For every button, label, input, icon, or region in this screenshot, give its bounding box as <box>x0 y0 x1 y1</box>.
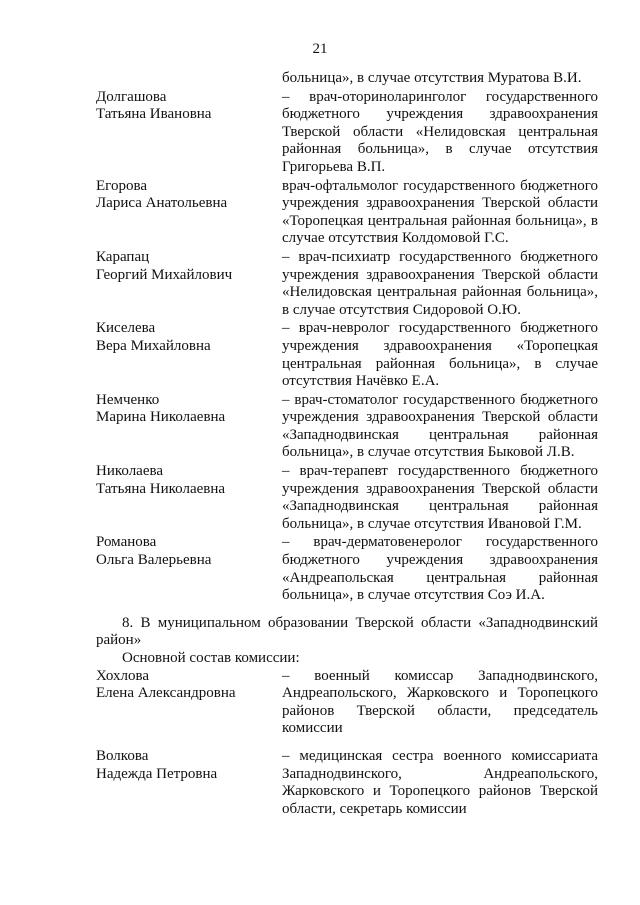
member-row <box>96 249 598 319</box>
member-name <box>96 668 282 738</box>
member-surname: Карапац <box>96 248 150 265</box>
member-given-name: Марина Николаевна <box>96 409 226 426</box>
member-role: – врач-невролог государственного бюджетного учреждения здравоохранения «Торопецкая центральная районная больница», в случае отсутствия Начёвко Е.А. <box>282 320 598 390</box>
section-subheading: Основной состав комиссии: <box>122 650 300 666</box>
member-name <box>96 89 282 177</box>
member-row <box>96 463 598 533</box>
section-heading: 8. В муниципальном образовании Тверской области «Западнодвинский район» <box>96 614 598 649</box>
continuation-row <box>96 70 598 88</box>
member-name <box>96 178 282 248</box>
member-given-name: Георгий Михайлович <box>96 266 233 283</box>
member-given-name: Надежда Петровна <box>96 765 218 782</box>
member-row <box>96 320 598 390</box>
member-role: – медицинская сестра военного комиссариата Западнодвинского, Андреапольского, Жарковского и Торопецкого районов Тверской области, секретарь комиссии <box>282 747 598 817</box>
member-surname: Романова <box>96 534 157 551</box>
member-name <box>96 748 282 818</box>
member-surname: Хохлова <box>96 667 150 684</box>
member-name <box>96 392 282 462</box>
member-surname: Волкова <box>96 747 149 764</box>
member-surname: Егорова <box>96 177 147 194</box>
member-row <box>96 178 598 248</box>
member-role: – врач-дерматовенеролог государственного бюджетного учреждения здравоохранения «Андреапольская центральная районная больница», в случае отсутствия Соэ И.А. <box>282 534 598 604</box>
member-name <box>96 534 282 604</box>
member-role: – военный комиссар Западнодвинского, Андреапольского, Жарковского и Торопецкого районов Тверской области, председатель комиссии <box>282 667 598 737</box>
member-name <box>96 463 282 533</box>
member-role: врач-офтальмолог государственного бюджетного учреждения здравоохранения Тверской области «Торопецкая центральная районная больница», в случае отсутствия Колдомовой Г.С. <box>282 177 598 247</box>
member-given-name: Лариса Анатольевна <box>96 195 228 212</box>
member-name <box>96 320 282 390</box>
member-given-name: Ольга Валерьевна <box>96 552 212 569</box>
member-name <box>96 249 282 319</box>
member-role: – врач-стоматолог государственного бюджетного учреждения здравоохранения Тверской области «Западнодвинская центральная районная больница», в случае отсутствия Быковой Л.В. <box>282 391 598 461</box>
member-surname: Немченко <box>96 391 160 408</box>
continuation-text: больница», в случае отсутствия Муратова В.И. <box>282 70 582 86</box>
member-row <box>96 748 598 818</box>
member-surname: Киселева <box>96 320 156 337</box>
member-row <box>96 89 598 177</box>
document-body <box>96 70 598 819</box>
page-number: 21 <box>312 41 328 57</box>
member-given-name: Татьяна Ивановна <box>96 106 212 123</box>
member-role: – врач-терапевт государственного бюджетного учреждения здравоохранения Тверской области «Западнодвинская центральная районная больница», в случае отсутствия Ивановой Г.М. <box>282 463 598 532</box>
member-role: – врач-психиатр государственного бюджетного учреждения здравоохранения Тверской области «Нелидовская центральная районная больница», в случае отсутствия Сидоровой О.Ю. <box>282 248 598 318</box>
member-surname: Долгашова <box>96 88 167 105</box>
member-row <box>96 392 598 462</box>
member-surname: Николаева <box>96 463 164 480</box>
member-given-name: Вера Михайловна <box>96 337 211 354</box>
member-given-name: Елена Александровна <box>96 685 236 702</box>
member-given-name: Татьяна Николаевна <box>96 480 226 497</box>
member-role: – врач-оториноларинголог государственного бюджетного учреждения здравоохранения Тверской области «Нелидовская центральная районная больница», в случае отсутствия Григорьева В.П. <box>282 88 598 175</box>
member-row <box>96 668 598 738</box>
member-row <box>96 534 598 604</box>
